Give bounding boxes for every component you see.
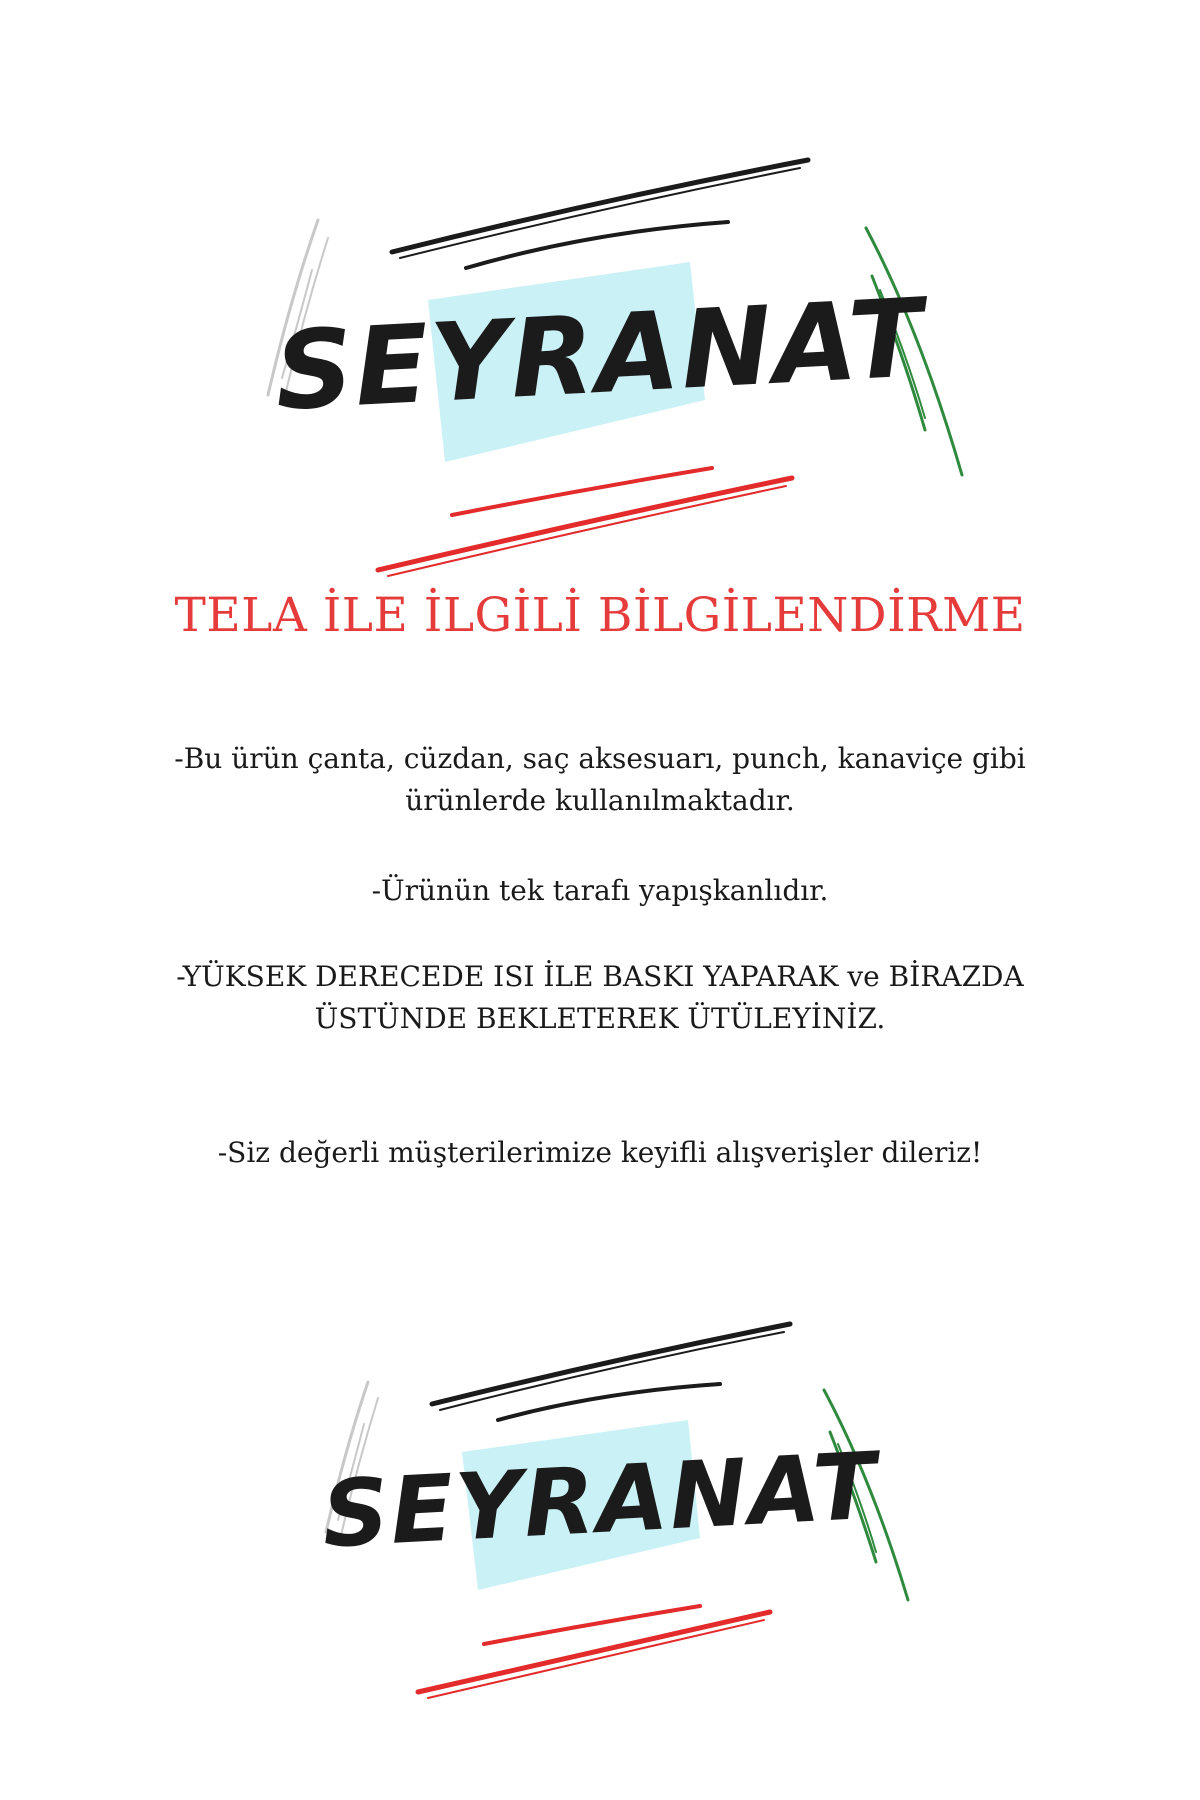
logo-top — [0, 0, 1200, 600]
logo-text: SEYRANAT — [272, 276, 928, 435]
logo-black-strokes — [432, 1324, 790, 1420]
info-paragraph-thanks — [60, 1132, 1140, 1174]
paragraph-line: ürünlerde kullanılmaktadır. — [405, 784, 795, 817]
seyranat-logo — [0, 1300, 1200, 1800]
logo-black-strokes — [392, 160, 808, 268]
paragraph-line: -Ürünün tek tarafı yapışkanlıdır. — [371, 874, 829, 907]
paragraph-line: ÜSTÜNDE BEKLETEREK ÜTÜLEYİNİZ. — [314, 1002, 886, 1035]
logo-red-strokes — [418, 1606, 770, 1698]
logo-text: SEYRANAT — [319, 1432, 881, 1569]
logo-bottom — [0, 1300, 1200, 1800]
paragraph-line: -Bu ürün çanta, cüzdan, saç aksesuarı, punch, kanaviçe gibi — [174, 742, 1026, 775]
page-title: TELA İLE İLGİLİ BİLGİLENDİRME — [174, 588, 1026, 643]
logo-red-strokes — [378, 468, 792, 576]
seyranat-logo — [0, 0, 1200, 600]
info-paragraph-usage — [60, 738, 1140, 822]
paragraph-line: -YÜKSEK DERECEDE ISI İLE BASKI YAPARAK ve BİRAZDA — [176, 960, 1024, 993]
info-paragraph-ironing — [60, 956, 1140, 1040]
paragraph-line: -Siz değerli müşterilerimize keyifli alışverişler dileriz! — [217, 1136, 983, 1169]
info-paragraph-adhesive — [60, 870, 1140, 912]
